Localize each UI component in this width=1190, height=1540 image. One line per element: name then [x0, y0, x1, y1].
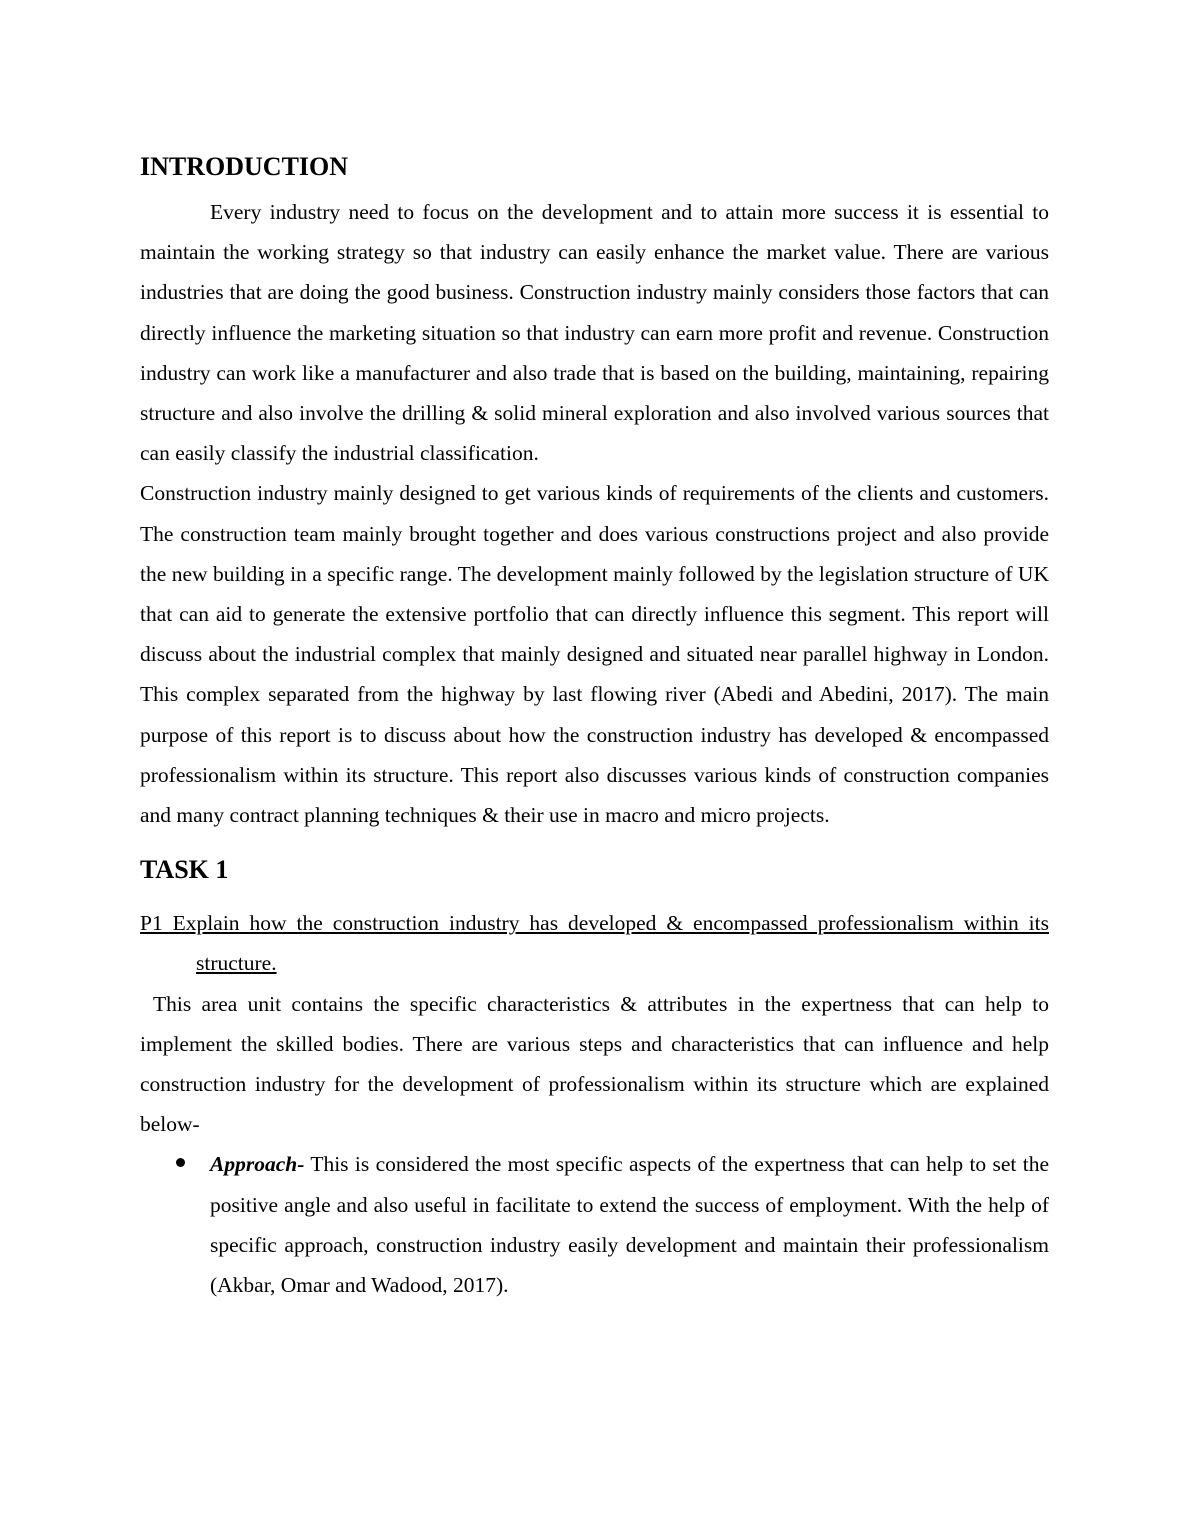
bullet-text: This is considered the most specific aspects of the expertness that can help to set the positive angle and also useful in facilitate to extend the success of employment. With the help of specific approach, construction industry easily development and maintain their professionalism (Akbar, Omar and Wadood, 2017). [210, 1152, 1049, 1298]
p1-subtask-title: P1 Explain how the construction industry has developed & encompassed professionalism within its structure. [140, 911, 1049, 976]
bullet-term: Approach- [210, 1152, 305, 1177]
bullet-icon [176, 1158, 185, 1167]
introduction-paragraph-2: Construction industry mainly designed to get various kinds of requirements of the clients and customers. The construction team mainly brought together and does various constructions project and also provide the new building in a specific range. The development mainly followed by the legislation structure of UK that can aid to generate the extensive portfolio that can directly influence this segment. This report will discuss about the industrial complex that mainly designed and situated near parallel highway in London. This complex separated from the highway by last flowing river (Abedi and Abedini, 2017). The main purpose of this report is to discuss about how the construction industry has developed & encompassed professionalism within its structure. This report also discusses various kinds of construction companies and many contract planning techniques & their use in macro and micro projects. [140, 481, 1049, 828]
introduction-heading: INTRODUCTION [140, 152, 349, 181]
document-page [140, 148, 1049, 1305]
introduction-paragraph-1: Every industry need to focus on the development and to attain more success it is essential to maintain the working strategy so that industry can easily enhance the market value. There are various industries that are doing the good business. Construction industry mainly considers those factors that can directly influence the marketing situation so that industry can earn more profit and revenue. Construction industry can work like a manufacturer and also trade that is based on the building, maintaining, repairing structure and also involve the drilling & solid mineral exploration and also involved various sources that can easily classify the industrial classification. [140, 200, 1049, 466]
task-1-heading: TASK 1 [140, 855, 229, 885]
list-item [140, 1144, 1049, 1305]
task-1-paragraph: This area unit contains the specific characteristics & attributes in the expertness that can help to implement the skilled bodies. There are various steps and characteristics that can influence and help construction industry for the development of professionalism within its structure which are explained below- [140, 991, 1049, 1137]
characteristics-list [140, 1144, 1049, 1305]
